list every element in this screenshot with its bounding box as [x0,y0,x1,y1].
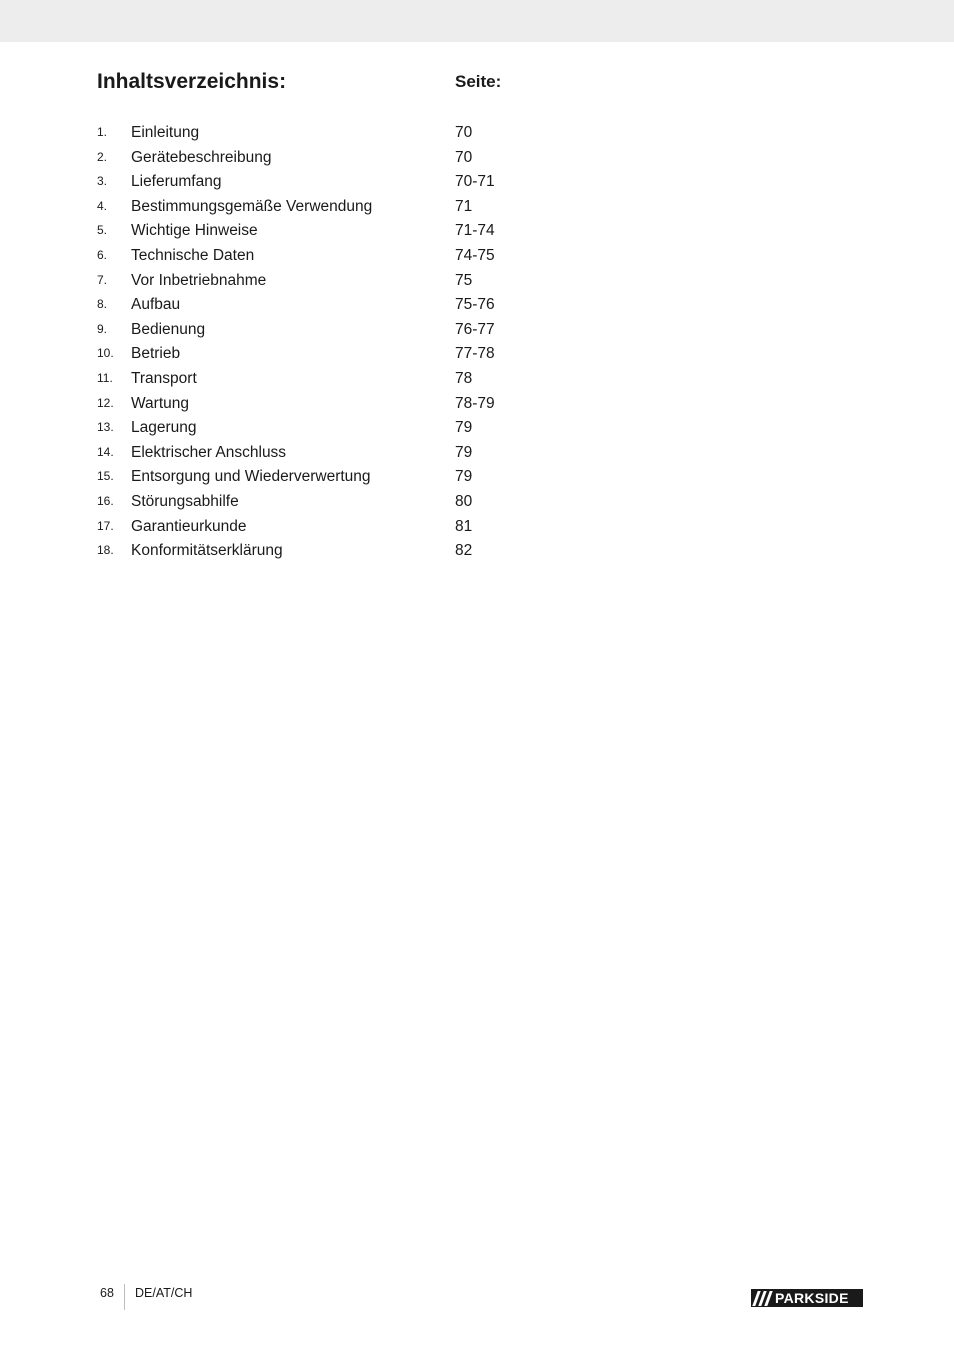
page-title: Inhaltsverzeichnis: [97,70,287,93]
toc-entry[interactable] [97,540,597,565]
toc-entry-number: 4. [97,198,108,213]
toc-entry-number: 16. [97,493,114,508]
toc-entry-number: 15. [97,469,114,484]
toc-entry-number: 9. [97,321,108,336]
toc-entry[interactable] [97,245,597,270]
toc-entry-label: Wartung [131,394,190,412]
toc-entry-label: Konformitätserklärung [131,542,283,560]
toc-entry-number: 2. [97,149,108,164]
toc-entry-page: 75-76 [455,296,495,314]
toc-entry-page: 82 [455,542,473,560]
toc-entry[interactable] [97,294,597,319]
top-band [0,0,954,42]
toc-entry-page: 79 [455,419,473,437]
toc-entry-number: 11. [97,370,113,385]
toc-entry-number: 18. [97,543,114,558]
toc-entry-label: Entsorgung und Wiederverwertung [131,468,371,486]
toc-entry-page: 70 [455,148,473,166]
toc-entry-number: 5. [97,223,108,238]
toc-entry[interactable] [97,368,597,393]
toc-entry-number: 8. [97,297,108,312]
toc-entry-number: 13. [97,420,114,435]
toc-entry-label: Bedienung [131,320,206,338]
toc-entry-number: 3. [97,174,108,189]
toc-entry-page: 70 [455,124,473,141]
footer-languages: DE/AT/CH [135,1286,193,1300]
table-of-contents [97,122,597,565]
toc-entry[interactable] [97,220,597,245]
toc-entry-number: 6. [97,247,108,262]
footer-page-number: 68 [100,1286,114,1300]
toc-entry[interactable] [97,417,597,442]
toc-entry-page: 76-77 [455,320,495,338]
toc-entry[interactable] [97,343,597,368]
toc-entry[interactable] [97,319,597,344]
toc-entry-number: 10. [97,346,114,361]
toc-entry-page: 70-71 [455,173,495,191]
toc-entry-page: 81 [455,517,473,535]
toc-entry-page: 80 [455,492,473,510]
toc-entry-page: 79 [455,468,473,486]
toc-entry-page: 77-78 [455,345,495,363]
toc-entry-label: Einleitung [131,124,200,141]
toc-entry-page: 71 [455,197,473,215]
toc-entry-number: 1. [97,125,108,139]
toc-entry-label: Bestimmungsgemäße Verwendung [131,197,373,215]
toc-entry-label: Transport [131,369,197,387]
toc-entry[interactable] [97,171,597,196]
toc-entry-page: 78 [455,369,473,387]
toc-entry[interactable] [97,466,597,491]
toc-entry-label: Gerätebeschreibung [131,148,272,166]
brand-name: PARKSIDE [775,1290,849,1306]
toc-entry-page: 78-79 [455,394,495,412]
toc-entry-label: Betrieb [131,345,181,363]
toc-entry-page: 79 [455,443,473,461]
toc-entry-number: 7. [97,272,108,287]
toc-entry[interactable] [97,491,597,516]
toc-entry[interactable] [97,393,597,418]
parkside-logo [751,1289,863,1307]
toc-entry[interactable] [97,147,597,172]
toc-entry-label: Vor Inbetriebnahme [131,271,267,289]
toc-entry-label: Wichtige Hinweise [131,222,258,240]
toc-entry-number: 14. [97,444,114,459]
toc-entry[interactable] [97,122,597,147]
toc-entry[interactable] [97,270,597,295]
toc-entry-number: 12. [97,395,114,410]
toc-entry-label: Technische Daten [131,246,255,264]
toc-entry-number: 17. [97,518,114,533]
page-column-title: Seite: [455,72,502,91]
toc-entry-label: Garantieurkunde [131,517,247,535]
toc-entry[interactable] [97,196,597,221]
toc-entry-label: Elektrischer Anschluss [131,443,287,461]
toc-entry-label: Aufbau [131,296,181,314]
toc-entry-page: 74-75 [455,246,495,264]
toc-entry[interactable] [97,442,597,467]
toc-entry[interactable] [97,516,597,541]
toc-entry-label: Störungsabhilfe [131,492,239,510]
toc-entry-page: 75 [455,271,473,289]
logo-stripes-icon [751,1289,773,1307]
toc-entry-page: 71-74 [455,222,495,240]
toc-entry-label: Lagerung [131,419,197,437]
footer-divider [124,1284,125,1310]
toc-entry-label: Lieferumfang [131,173,222,191]
